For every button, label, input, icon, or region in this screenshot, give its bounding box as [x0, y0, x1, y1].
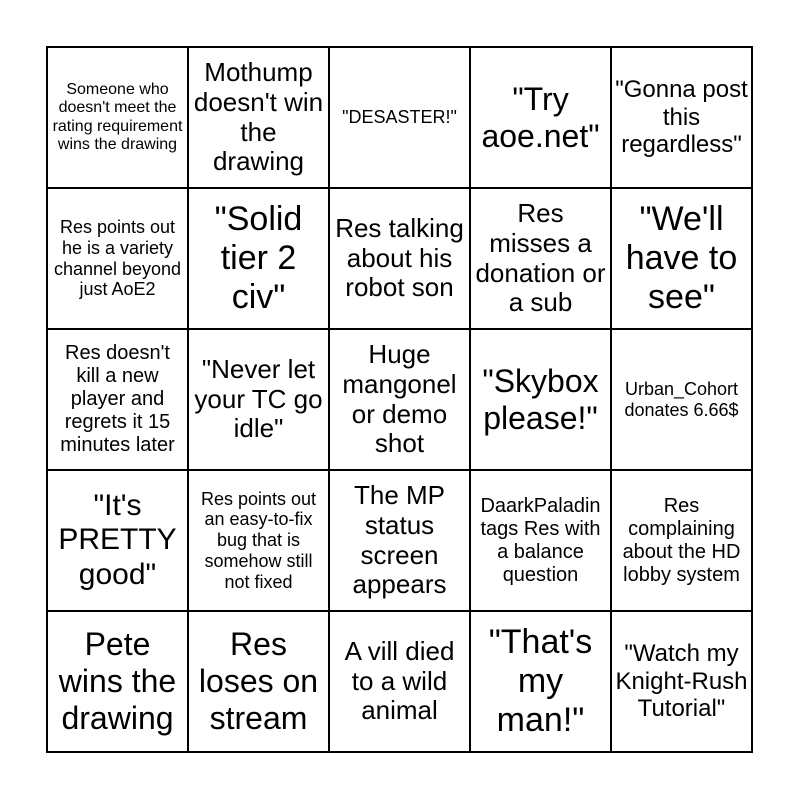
- bingo-cell[interactable]: [329, 329, 470, 470]
- bingo-cell-text: Urban_Cohort donates 6.66$: [624, 378, 739, 420]
- bingo-cell-text: DaarkPaladin tags Res with a balance question: [480, 494, 601, 586]
- bingo-cell-text: Res talking about his robot son: [335, 212, 464, 303]
- bingo-cell[interactable]: [47, 470, 188, 611]
- bingo-cell[interactable]: [470, 188, 611, 329]
- bingo-cell[interactable]: [47, 188, 188, 329]
- bingo-cell-text: "It's PRETTY good": [58, 488, 177, 591]
- bingo-cell-text: The MP status screen appears: [352, 479, 447, 600]
- bingo-cell-text: "That's my man!": [488, 622, 593, 740]
- bingo-cell[interactable]: [329, 188, 470, 329]
- bingo-board: [46, 46, 753, 753]
- bingo-cell-text: "Never let your TC go idle": [194, 353, 323, 444]
- bingo-cell[interactable]: [470, 470, 611, 611]
- bingo-cell[interactable]: [188, 329, 329, 470]
- bingo-cell[interactable]: [47, 329, 188, 470]
- bingo-cell-text: "Solid tier 2 civ": [214, 199, 303, 317]
- bingo-cell[interactable]: [611, 47, 752, 188]
- bingo-cell[interactable]: [188, 470, 329, 611]
- bingo-cell[interactable]: [188, 611, 329, 752]
- bingo-cell-text: Huge mangonel or demo shot: [342, 338, 457, 459]
- bingo-cell-text: Res misses a donation or a sub: [475, 197, 606, 318]
- bingo-cell[interactable]: [329, 47, 470, 188]
- bingo-cell-text: Res points out he is a variety channel beyond just AoE2: [53, 217, 182, 300]
- bingo-cell-text: "Skybox please!": [482, 362, 599, 436]
- bingo-cell[interactable]: [611, 470, 752, 611]
- bingo-cell[interactable]: [470, 611, 611, 752]
- bingo-cell[interactable]: [611, 329, 752, 470]
- bingo-cell-text: "Try aoe.net": [481, 80, 600, 154]
- bingo-cell[interactable]: [188, 47, 329, 188]
- bingo-cell-text: "DESASTER!": [342, 107, 457, 128]
- bingo-cell-text: Pete wins the drawing: [58, 626, 177, 736]
- bingo-cell-text: Res doesn't kill a new player and regrets it 15 minutes later: [60, 342, 175, 456]
- bingo-cell-text: Mothump doesn't win the drawing: [193, 56, 324, 177]
- bingo-cell-text: "We'll have to see": [625, 199, 738, 317]
- bingo-cell-text: "Gonna post this regardless": [615, 76, 748, 159]
- bingo-cell[interactable]: [470, 47, 611, 188]
- bingo-cell[interactable]: [611, 188, 752, 329]
- bingo-cell-text: Res complaining about the HD lobby system: [622, 494, 741, 586]
- bingo-cell-text: "Watch my Knight-Rush Tutorial": [615, 640, 748, 723]
- bingo-cell[interactable]: [470, 329, 611, 470]
- bingo-cell-text: Res loses on stream: [198, 626, 319, 736]
- bingo-cell[interactable]: [188, 188, 329, 329]
- bingo-cell-text: Someone who doesn't meet the rating requirement wins the drawing: [52, 80, 183, 153]
- bingo-cell-text: A vill died to a wild animal: [344, 635, 455, 726]
- bingo-cell[interactable]: [329, 611, 470, 752]
- bingo-cell[interactable]: [47, 611, 188, 752]
- bingo-cell[interactable]: [47, 47, 188, 188]
- bingo-cell[interactable]: [611, 611, 752, 752]
- bingo-cell-text: Res points out an easy-to-fix bug that is somehow still not fixed: [200, 488, 317, 592]
- bingo-cell[interactable]: [329, 470, 470, 611]
